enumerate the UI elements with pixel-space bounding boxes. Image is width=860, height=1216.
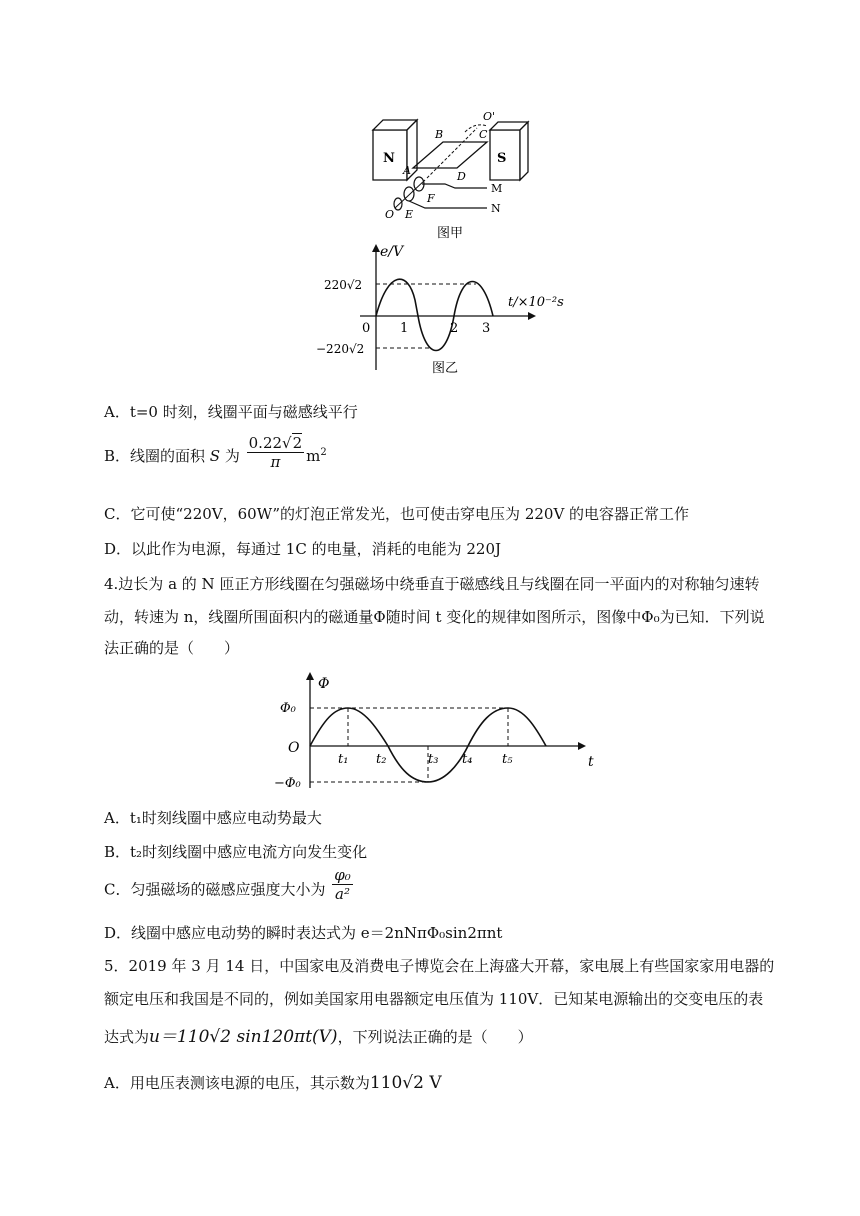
q5-option-a xyxy=(104,1073,442,1093)
origin-o: O xyxy=(288,740,300,756)
tick-t2: t₂ xyxy=(376,752,387,767)
origin-label: 0 xyxy=(362,321,371,336)
q5-stem-line2: 额定电压和我国是不同的，例如美国家用电器额定电压值为 110V．已知某电源输出的交变电压的表 xyxy=(104,990,764,1008)
t-axis-label: t/×10⁻²s xyxy=(508,295,564,310)
phi0-label: Φ₀ xyxy=(280,701,296,716)
q4-stem-line3: 法正确的是（ ） xyxy=(104,639,240,657)
tick-t3: t₃ xyxy=(428,752,439,767)
q4-option-b: B．t₂时刻线圈中感应电流方向发生变化 xyxy=(104,843,368,861)
q5-stem-line3 xyxy=(104,1027,533,1047)
q3-option-b-sup: 2 xyxy=(320,447,327,458)
q3-option-d: D．以此作为电源，每通过 1C 的电量，消耗的电能为 220J xyxy=(104,540,501,558)
q4-option-c-prefix: C．匀强磁场的磁感应强度大小为 xyxy=(104,880,326,899)
q3-option-c: C．它可使“220V，60W”的灯泡正常发光，也可使击穿电压为 220V 的电容器正常工作 xyxy=(104,505,690,523)
label-o: O xyxy=(385,208,395,221)
figure1-caption: 图甲 xyxy=(437,226,464,241)
q5-line3-prefix: 达式为 xyxy=(104,1028,150,1046)
q5-stem-line1: 5．2019 年 3 月 14 日，中国家电及消费电子博览会在上海盛大开幕，家电展上有些国家家用电器的 xyxy=(104,957,775,975)
tick-t4: t₄ xyxy=(462,752,473,767)
q5-voltage-formula: u＝110√2 sin120πt(V) xyxy=(149,1027,338,1047)
q5-line3-suffix: ，下列说法正确的是（ ） xyxy=(337,1028,533,1046)
flux-graph xyxy=(274,670,610,795)
q5-option-a-formula: 110√2 V xyxy=(369,1073,442,1093)
tick-1: 1 xyxy=(400,321,409,336)
q3-option-a: A．t=0 时刻，线圈平面与磁感线平行 xyxy=(104,403,358,421)
q3-option-b-sqrt: 2 xyxy=(292,433,303,452)
tick-2: 2 xyxy=(450,321,459,336)
q4-option-c xyxy=(104,866,355,903)
q3-option-b-den: π xyxy=(270,452,281,471)
label-b: B xyxy=(435,128,444,141)
q4-stem-line1: 4.边长为 a 的 N 匝正方形线圈在匀强磁场中绕垂直于磁感线且与线圈在同一平面内的对称轴匀速转 xyxy=(104,575,760,593)
label-f: F xyxy=(427,192,435,205)
label-o-prime: O' xyxy=(483,110,496,123)
magnet-n-label: N xyxy=(383,151,395,166)
voltage-graph xyxy=(300,240,600,380)
q4-option-c-num: φ₀ xyxy=(334,866,351,884)
q3-option-b-s: S xyxy=(209,447,221,465)
generator-diagram xyxy=(365,110,545,245)
tick-t5: t₅ xyxy=(502,752,513,767)
label-n-terminal: N xyxy=(491,202,501,215)
q3-option-b-mid: 为 xyxy=(220,447,240,465)
sine-curve xyxy=(376,279,493,350)
q4-option-c-den: a² xyxy=(335,885,351,903)
q3-option-b-unit: m xyxy=(306,447,321,465)
q4-option-c-fraction xyxy=(332,866,353,903)
tick-3: 3 xyxy=(482,321,491,336)
q3-option-b xyxy=(104,433,327,471)
t-axis-label-q4: t xyxy=(588,754,594,770)
q3-option-b-num: 0.22 xyxy=(248,433,283,452)
q3-option-b-prefix: B．线圈的面积 xyxy=(104,447,210,465)
q4-option-a: A．t₁时刻线圈中感应电动势最大 xyxy=(104,809,322,827)
label-a: A xyxy=(403,164,411,177)
phi-axis-label: Φ xyxy=(318,676,330,692)
ymin-label: −220√2 xyxy=(316,342,365,356)
e-axis-label: e/V xyxy=(380,244,404,260)
q4-option-d: D．线圈中感应电动势的瞬时表达式为 e＝2nNπΦ₀sin2πnt xyxy=(104,924,503,942)
label-m: M xyxy=(491,182,503,195)
tick-t1: t₁ xyxy=(338,752,349,767)
ymax-label: 220√2 xyxy=(324,278,363,292)
q5-option-a-prefix: A．用电压表测该电源的电压，其示数为 xyxy=(104,1074,370,1092)
label-d: D xyxy=(457,170,466,183)
label-c: C xyxy=(479,128,488,141)
neg-phi0-label: −Φ₀ xyxy=(274,776,301,791)
label-e: E xyxy=(405,208,414,221)
magnet-s-label: S xyxy=(497,151,507,166)
q4-stem-line2: 动，转速为 n，线圈所围面积内的磁通量Φ随时间 t 变化的规律如图所示，图像中Φ₀为已知．下列说 xyxy=(104,608,765,626)
q3-option-b-fraction: $\frac{0.22√2}{\pi}$ xyxy=(248,433,303,471)
magnet-s xyxy=(490,122,528,180)
figure2-caption: 图乙 xyxy=(432,361,459,376)
